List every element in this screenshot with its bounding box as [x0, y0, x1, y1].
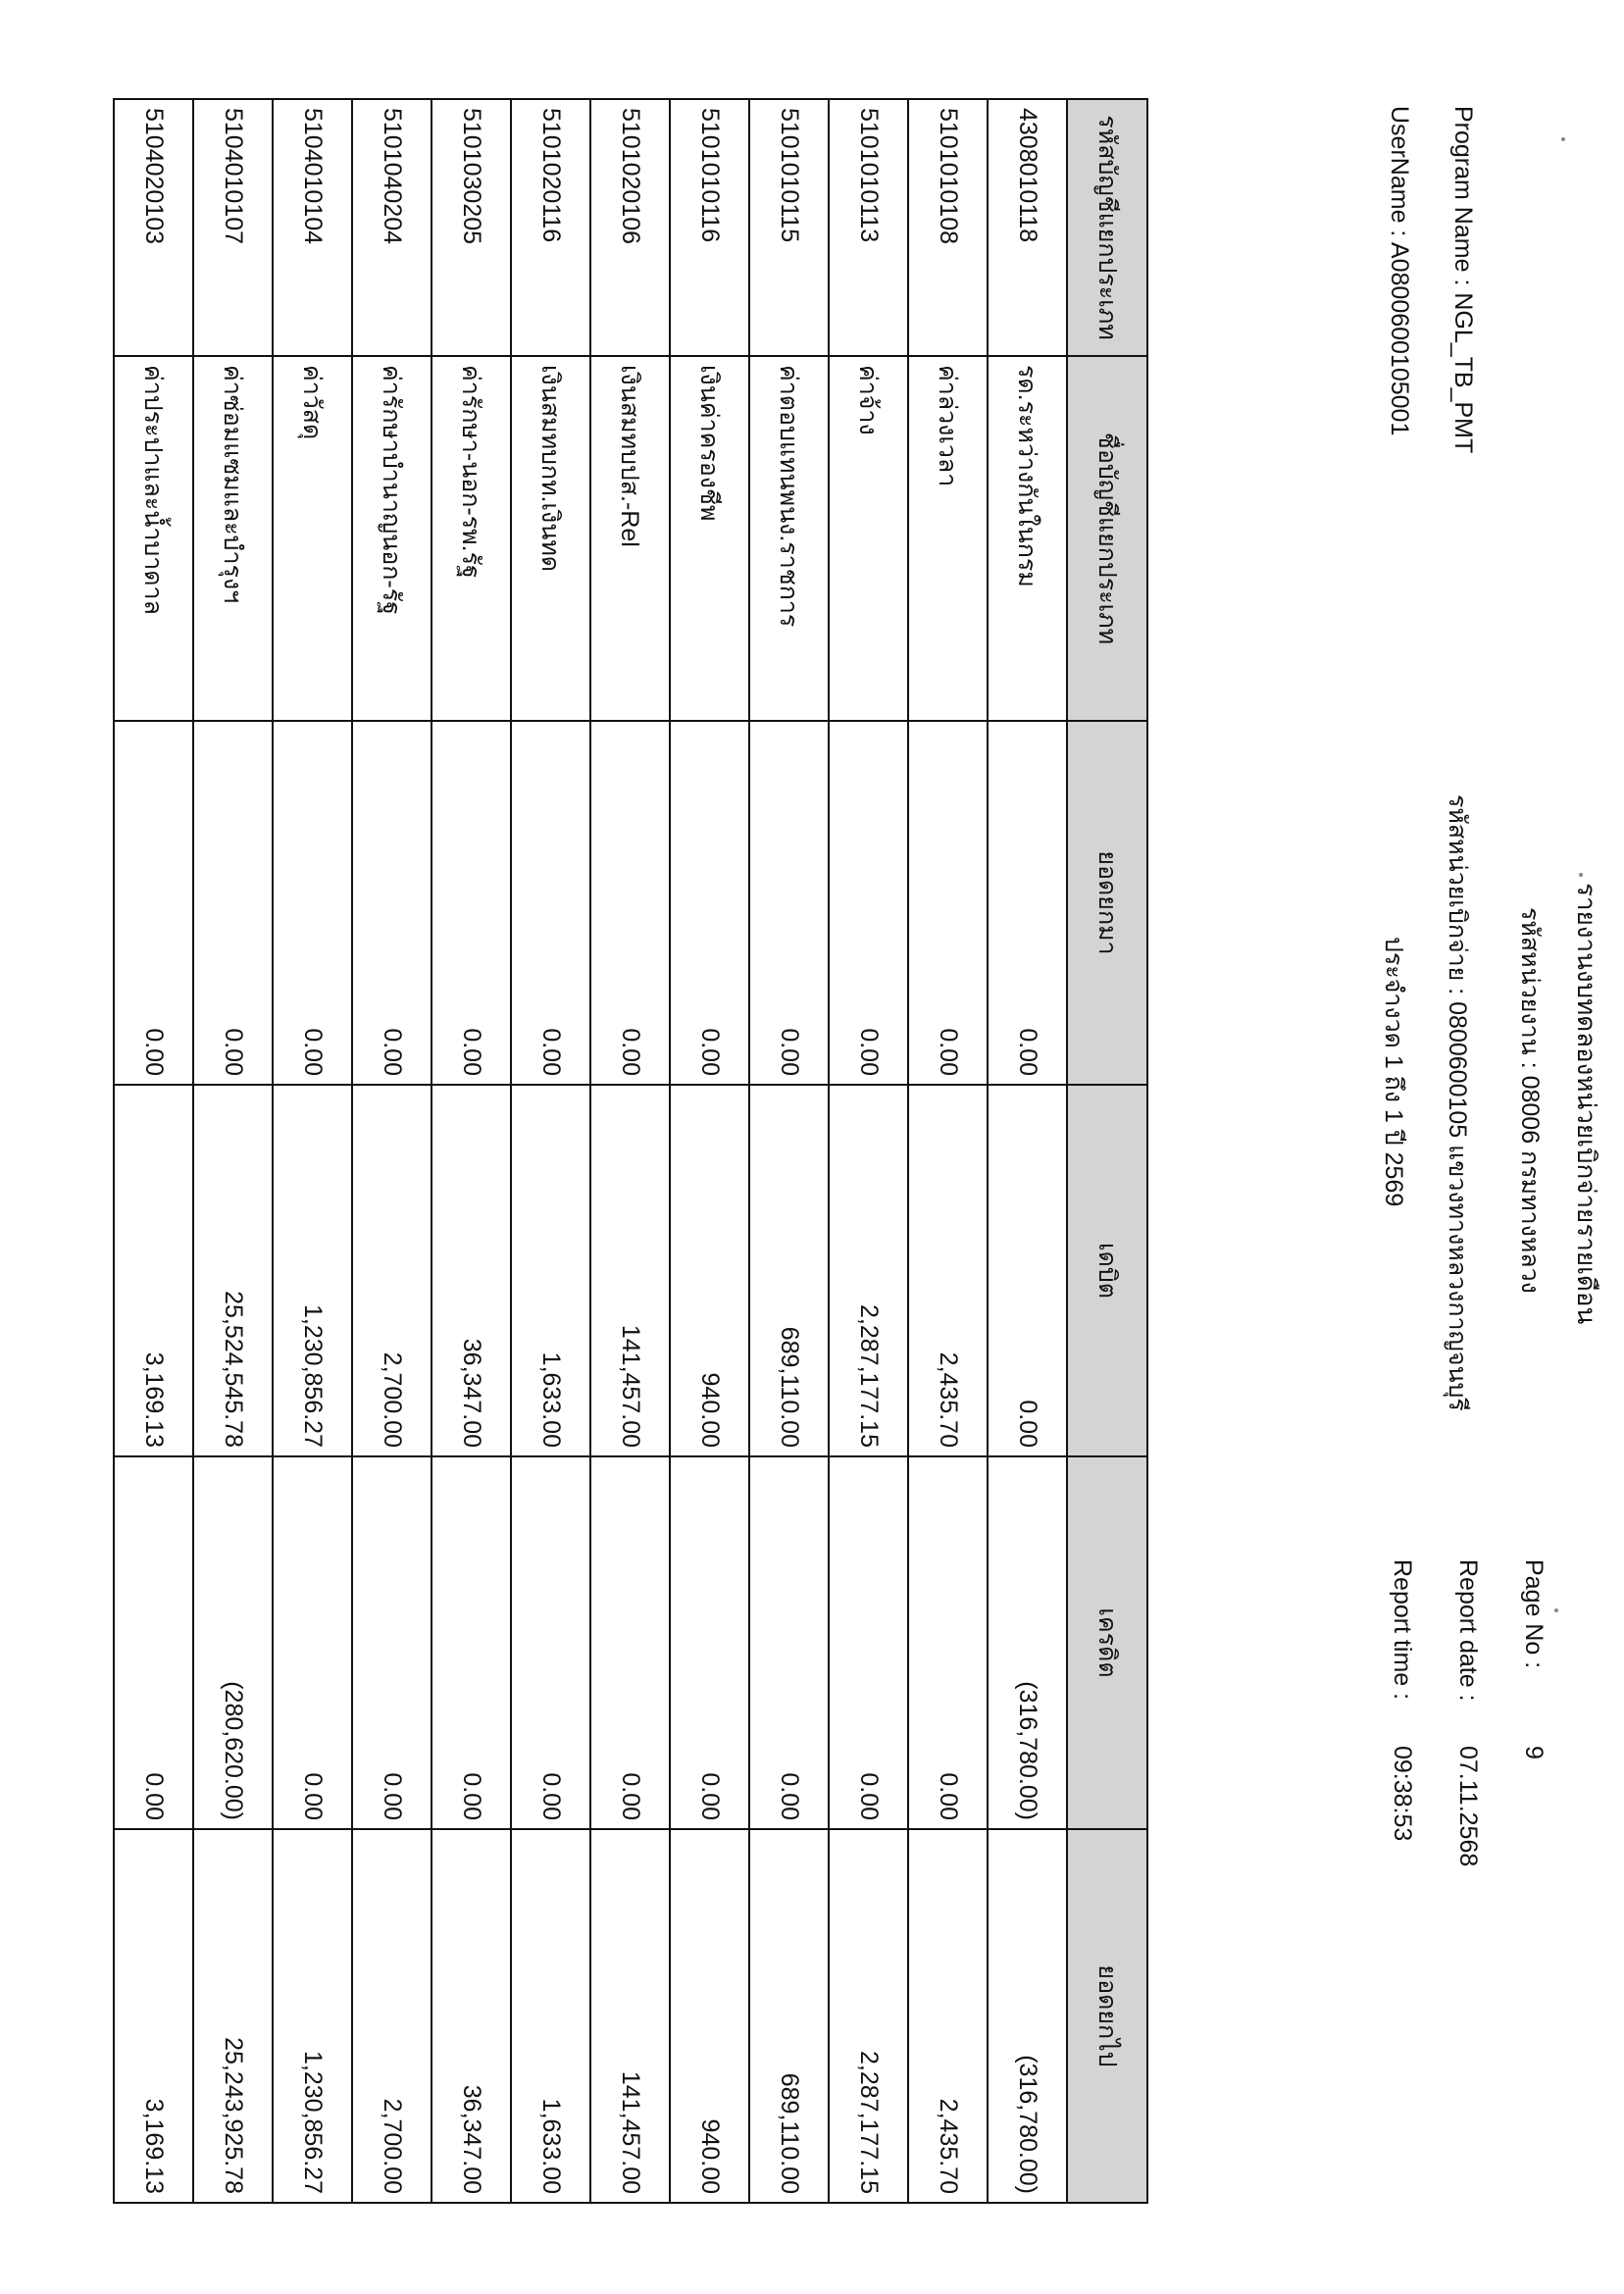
debit-amount: 940.00 [670, 1085, 749, 1456]
credit-amount: 0.00 [114, 1456, 193, 1829]
account-code: 5101010113 [829, 99, 908, 356]
account-code: 5101020106 [590, 99, 670, 356]
table-row [114, 99, 193, 2203]
table-row [273, 99, 352, 2203]
credit-amount: 0.00 [670, 1456, 749, 1829]
table-row [670, 99, 749, 2203]
period-line: ประจำงวด 1 ถึง 1 ปี 2569 [1380, 937, 1407, 1207]
opening-balance: 0.00 [988, 721, 1067, 1085]
report-date-label: Report date : [1454, 1559, 1482, 1702]
closing-balance: 3,169.13 [114, 1829, 193, 2203]
table-row [352, 99, 431, 2203]
account-name: ค่ารักษา-นอก-รพ.รัฐ [431, 356, 511, 721]
opening-balance: 0.00 [273, 721, 352, 1085]
opening-balance: 0.00 [511, 721, 590, 1085]
account-code: 4308010118 [988, 99, 1067, 356]
report-time-value: 09:38:53 [1389, 1746, 1416, 1842]
program-name: Program Name : NGL_TB_PMT [1449, 106, 1477, 454]
credit-amount: 0.00 [431, 1456, 511, 1829]
credit-amount: 0.00 [590, 1456, 670, 1829]
trial-balance-table [113, 98, 1148, 2204]
table-row [431, 99, 511, 2203]
debit-amount: 1,633.00 [511, 1085, 590, 1456]
opening-balance: 0.00 [908, 721, 988, 1085]
report-time-label: Report time : [1389, 1559, 1416, 1701]
account-name: ค่าล่วงเวลา [908, 356, 988, 721]
account-name: ค่าซ่อมแซมและบำรุงฯ [193, 356, 273, 721]
account-name: ค่าจ้าง [829, 356, 908, 721]
opening-balance: 0.00 [670, 721, 749, 1085]
table-row [908, 99, 988, 2203]
table-row [511, 99, 590, 2203]
header-opening: ยอดยกมา [1067, 721, 1147, 1085]
account-name: ค่าตอบแทนพนง.ราชการ [749, 356, 829, 721]
debit-amount: 2,435.70 [908, 1085, 988, 1456]
credit-amount: 0.00 [511, 1456, 590, 1829]
closing-balance: 25,243,925.78 [193, 1829, 273, 2203]
closing-balance: 141,457.00 [590, 1829, 670, 2203]
scan-speck [1561, 137, 1565, 141]
debit-amount: 689,110.00 [749, 1085, 829, 1456]
account-name: รด.ระหว่างกันในกรม [988, 356, 1067, 721]
opening-balance: 0.00 [829, 721, 908, 1085]
opening-balance: 0.00 [352, 721, 431, 1085]
opening-balance: 0.00 [114, 721, 193, 1085]
closing-balance: 2,287,177.15 [829, 1829, 908, 2203]
debit-amount: 2,287,177.15 [829, 1085, 908, 1456]
credit-amount: 0.00 [749, 1456, 829, 1829]
debit-amount: 141,457.00 [590, 1085, 670, 1456]
report-title: รายงานงบทดลองหน่วยเบิกจ่ายรายเดือน [1572, 883, 1601, 1325]
account-code: 5101010116 [670, 99, 749, 356]
account-name: เงินค่าครองชีพ [670, 356, 749, 721]
credit-amount: 0.00 [829, 1456, 908, 1829]
opening-balance: 0.00 [590, 721, 670, 1085]
account-name: ค่ารักษาบำนาญนอก-รัฐ [352, 356, 431, 721]
debit-amount: 36,347.00 [431, 1085, 511, 1456]
table-row [590, 99, 670, 2203]
debit-amount: 3,169.13 [114, 1085, 193, 1456]
page-no-label: Page No : [1520, 1559, 1548, 1669]
header-code: รหัสบัญชีแยกประเภท [1067, 99, 1147, 356]
account-name: เงินสมทบปส.-Rel [590, 356, 670, 721]
account-code: 5101010115 [749, 99, 829, 356]
report-date-value: 07.11.2568 [1454, 1746, 1482, 1867]
header-debit: เดบิต [1067, 1085, 1147, 1456]
scan-speck [1554, 1608, 1558, 1612]
closing-balance: 2,700.00 [352, 1829, 431, 2203]
opening-balance: 0.00 [431, 721, 511, 1085]
table-row [829, 99, 908, 2203]
opening-balance: 0.00 [749, 721, 829, 1085]
opening-balance: 0.00 [193, 721, 273, 1085]
account-name: เงินสมทบกท.เงินทด [511, 356, 590, 721]
closing-balance: 689,110.00 [749, 1829, 829, 2203]
disbursing-unit-line: รหัสหน่วยเบิกจ่าย : 0800600105 แขวงทางหลวงกาญจนบุรี [1444, 794, 1471, 1411]
table-header-row [1067, 99, 1147, 2203]
header-name: ชื่อบัญชีแยกประเภท [1067, 356, 1147, 721]
closing-balance: 940.00 [670, 1829, 749, 2203]
credit-amount: (280,620.00) [193, 1456, 273, 1829]
closing-balance: 2,435.70 [908, 1829, 988, 2203]
header-closing: ยอดยกไป [1067, 1829, 1147, 2203]
closing-balance: (316,780.00) [988, 1829, 1067, 2203]
table-row [988, 99, 1067, 2203]
username: UserName : A0800600105001 [1386, 106, 1413, 436]
account-code: 5104020103 [114, 99, 193, 356]
scan-speck [1579, 873, 1583, 877]
header-credit: เครดิต [1067, 1456, 1147, 1829]
debit-amount: 0.00 [988, 1085, 1067, 1456]
account-code: 5101030205 [431, 99, 511, 356]
account-code: 5104010107 [193, 99, 273, 356]
account-name: ค่าวัสดุ [273, 356, 352, 721]
agency-line: รหัสหน่วยงาน : 08006 กรมทางหลวง [1516, 907, 1544, 1294]
table-row [749, 99, 829, 2203]
debit-amount: 25,524,545.78 [193, 1085, 273, 1456]
closing-balance: 1,633.00 [511, 1829, 590, 2203]
account-code: 5104010104 [273, 99, 352, 356]
debit-amount: 1,230,856.27 [273, 1085, 352, 1456]
account-code: 5101020116 [511, 99, 590, 356]
credit-amount: 0.00 [908, 1456, 988, 1829]
closing-balance: 1,230,856.27 [273, 1829, 352, 2203]
account-code: 5101040204 [352, 99, 431, 356]
closing-balance: 36,347.00 [431, 1829, 511, 2203]
credit-amount: (316,780.00) [988, 1456, 1067, 1829]
table-row [193, 99, 273, 2203]
credit-amount: 0.00 [352, 1456, 431, 1829]
debit-amount: 2,700.00 [352, 1085, 431, 1456]
account-name: ค่าประปาและน้ำบาดาล [114, 356, 193, 721]
credit-amount: 0.00 [273, 1456, 352, 1829]
page-no-value: 9 [1520, 1746, 1548, 1759]
account-code: 5101010108 [908, 99, 988, 356]
